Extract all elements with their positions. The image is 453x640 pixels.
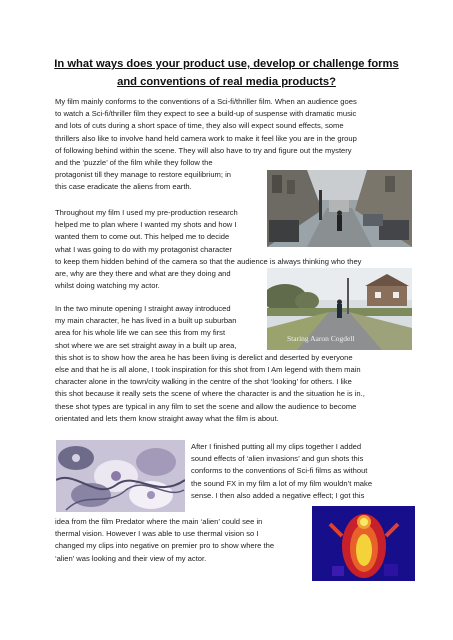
text-line: to keep them hidden behind of the camera so that the audience is always thinking who they	[55, 256, 362, 266]
title-line-2: and conventions of real media products?	[117, 76, 336, 88]
text-line: conforms to the conventions of Sci-fi films as without	[191, 466, 368, 476]
text-line: character alone in the town/city walking in the centre of the shot ‘looking’ for others. I like	[55, 377, 352, 387]
text-line: sound effects of ‘alien invasions’ and gun shots this	[191, 454, 364, 464]
paragraph-5	[55, 516, 274, 565]
text-line: are, why are they there and what are they doing and	[55, 268, 231, 278]
text-line: After I finished putting all my clips together I added	[191, 442, 362, 451]
text-line: of following behind within the scene. They will also have to try and figure out the mystery	[55, 145, 352, 155]
text-line: wanted them to come out. This helped me to decide	[55, 232, 230, 242]
suburban-street-image	[267, 268, 412, 350]
text-line: these shot types are typical in any film to set the scene and allow the audience to become	[55, 401, 357, 411]
page-title	[40, 55, 413, 91]
text-line: to watch a Sci-fi/thriller film they expect to see a build-up of suspense with dramatic music	[55, 109, 357, 119]
text-line: and the ‘puzzle’ of the film while they follow the	[55, 157, 213, 167]
text-line: In the two minute opening I straight away introduced	[55, 304, 231, 313]
text-line: protagonist till they manage to restore equilibrium; in	[55, 170, 232, 180]
text-line: orientated and lets them know straight away what the film is about.	[55, 413, 279, 423]
text-line: else and that he is all alone, I took inspiration for this shot from I Am legend with them main	[55, 364, 361, 374]
text-line: thermal vision. However I was able to use thermal vision so I	[55, 529, 259, 539]
text-line: this shot because it really sets the scene of where the character is and the situation he is in.,	[55, 389, 365, 399]
text-line: shot where we are set straight away in a built up area,	[55, 340, 237, 350]
text-line: and lots of cuts during a short space of time, they also will expect sound effects, some	[55, 121, 344, 131]
text-line: helped me to plan where I wanted my shots and how I	[55, 220, 237, 230]
text-line: the sound FX in my film a lot of my film wouldn’t make	[191, 478, 373, 488]
text-line: this case eradicate the aliens from earth.	[55, 182, 192, 192]
text-line: this shot is to show how the area he has been living is derelict and deserted by everyone	[55, 352, 353, 362]
text-line: ‘alien’ was looking and their view of my actor.	[55, 553, 207, 563]
text-line: area for his whole life we can see this from my first	[55, 328, 226, 338]
city-street-image	[267, 170, 412, 247]
image-caption: Staring Aaron Cogdell	[287, 334, 355, 343]
text-line: thrillers also like to involve hand held camera work to make it feel like you are in the group	[55, 133, 357, 143]
text-line: changed my clips into negative on premier pro to show where the	[55, 541, 275, 551]
text-line: my main character, he has lived in a built up suburban	[55, 316, 237, 326]
text-line: idea from the film Predator where the main ‘alien’ could see in	[55, 517, 263, 526]
negative-effect-image	[56, 440, 185, 512]
text-line: whilst doing watching my actor.	[55, 281, 160, 291]
text-line: what I was going to do with my protagonist character	[55, 244, 232, 254]
text-line: Throughout my film I used my pre-production research	[55, 208, 238, 217]
text-line: sense. I then also added a negative effect; I got this	[191, 490, 365, 500]
title-line-1: In what ways does your product use, develop or challenge forms	[54, 58, 399, 70]
thermal-vision-image	[312, 506, 415, 581]
text-line: My film mainly conforms to the conventions of a Sci-fi/thriller film. When an audience goes	[55, 97, 357, 106]
paragraph-4	[191, 441, 372, 502]
